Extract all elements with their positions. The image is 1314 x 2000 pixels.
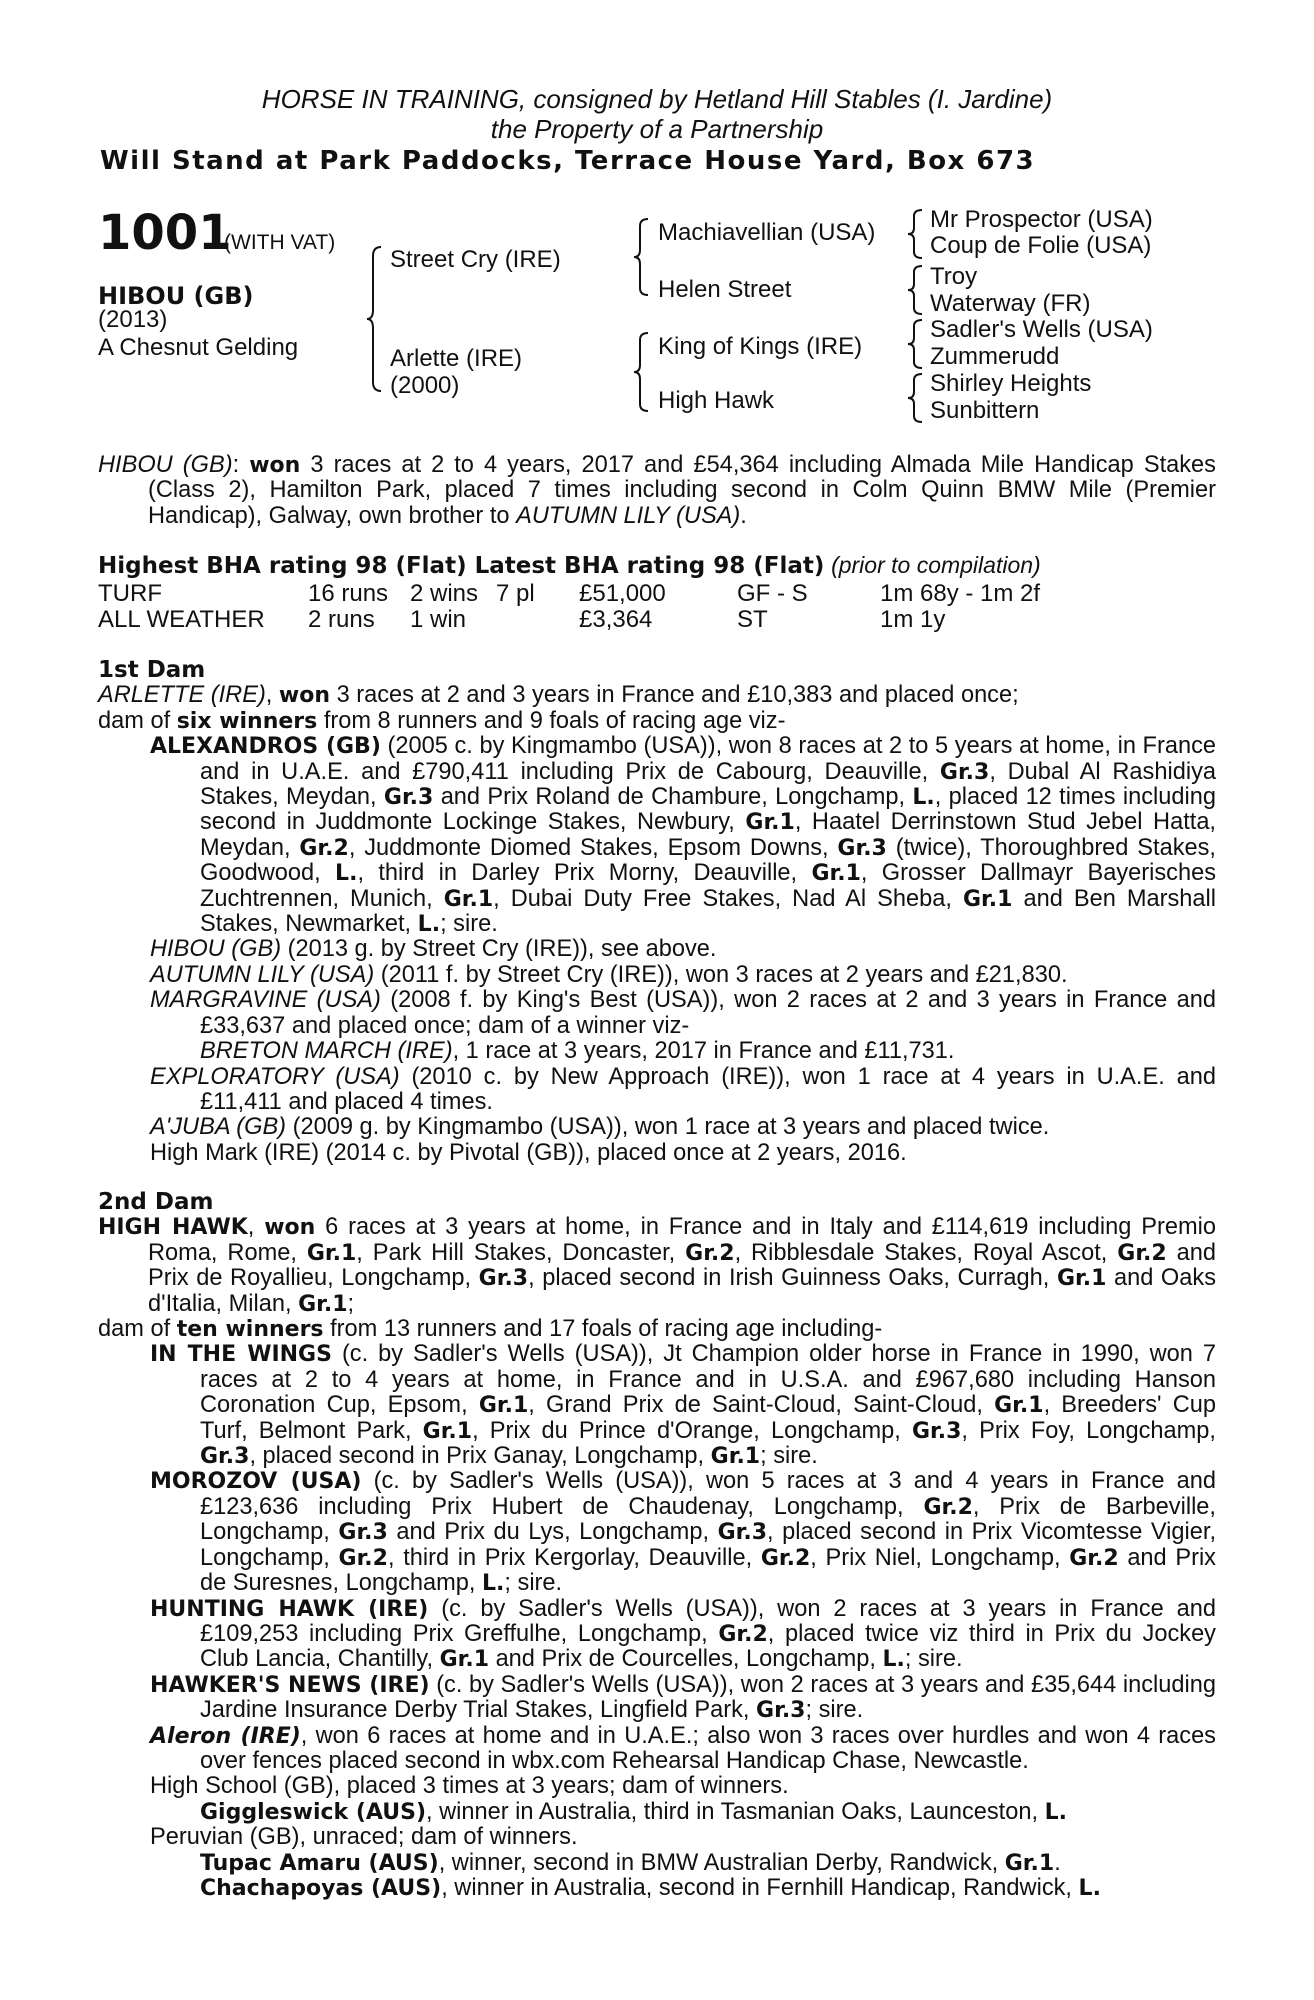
- horse-description: A Chesnut Gelding: [98, 334, 299, 361]
- summary-won: won: [249, 453, 301, 478]
- first-dam-winners: six winners: [176, 708, 318, 734]
- lot-number: 1001: [98, 205, 232, 261]
- consignor-line: HORSE IN TRAINING, consigned by Hetland Hill Stables (I. Jardine): [261, 84, 1053, 114]
- record-surface: TURF: [98, 580, 162, 607]
- record-surface: ALL WEATHER: [98, 606, 265, 633]
- record-wins: 2 wins: [410, 580, 479, 607]
- grandsire-7: Shirley Heights: [930, 370, 1092, 397]
- sire-dam: Helen Street: [658, 276, 792, 303]
- offspring-high-school: High School (GB), placed 3 times at 3 years; dam of winners.: [150, 1773, 789, 1800]
- dam-bracket: [632, 330, 654, 414]
- offspring-high-mark: High Mark (IRE) (2014 c. by Pivotal (GB)), placed once at 2 years, 2016.: [150, 1139, 907, 1166]
- summary-end: .: [740, 502, 747, 529]
- first-dam-foals: from 8 runners and 9 foals of racing age viz-: [323, 707, 786, 734]
- foaling-year: (2013): [98, 306, 168, 333]
- second-dam-section: 2nd Dam HIGH HAWK, won 6 races at 3 years at home, in France and in Italy and £114,619 including Premio Roma, Rome, Gr.1, Park Hill Stakes, Doncaster, Gr.2, Ribblesdale Stakes, Royal Ascot, Gr.2 and Prix de Royallieu, Longchamp, Gr.3, placed second in Irish Guinness Oaks, Curragh, Gr.1 and Oaks d'Italia, Milan, Gr.1; dam of ten winners from 13 runners and 17 foals of racing age including- IN THE WINGS (c. by Sadler's Wells (USA)), Jt Champion older horse in France in 1990, won 7 races at 2 to 4 years at home, in France and in U.S.A. and £967,680 including Hanson Coronation Cup, Epsom, Gr.1, Grand Prix de Saint-Cloud, Saint-Cloud, Gr.1, Breeders' Cup Turf, Belmont Park, Gr.1, Prix du Prince d'Orange, Longchamp, Gr.3, Prix Foy, Longchamp, Gr.3, placed second in Prix Ganay, Longchamp, Gr.1; sire. MOROZOV (USA) (c. by Sadler's Wells (USA)), won 5 races at 3 and 4 years in France and £123,636 including Prix Hubert de Chaudenay, Longchamp, Gr.2, Prix de Barbeville, Longchamp, Gr.3 and Prix du Lys, Longchamp, Gr.3, placed second in Prix Vicomtesse Vigier, Longchamp, Gr.2, third in Prix Kergorlay, Deauville, Gr.2, Prix Niel, Longchamp, Gr.2 and Prix de Suresnes, Longchamp, L.; sire. HUNTING HAWK (IRE) (c. by Sadler's Wells (USA)), won 2 races at 3 years in France and £109,253 including Prix Greffulhe, Longchamp, Gr.2, placed twice viz third in Prix du Jockey Club Lancia, Chantilly, Gr.1 and Prix de Courcelles, Longchamp, L.; sire. HAWKER'S NEWS (IRE) (c. by Sadler's Wells (USA)), won 2 races at 3 years and £35,644 including Jardine Insurance Derby Trial Stakes, Lingfield Park, Gr.3; sire. Aleron (IRE), won 6 races at home and in U.A.E.; also won 3 races over hurdles and won 4 races over fences placed second in wbx.com Rehearsal Handicap Chase, Newcastle. High School (GB), placed 3 times at 3 years; dam of winners. Giggleswick (AUS), winner in Australia, third in Tasmanian Oaks, Launceston, L. Peruvian (GB), unraced; dam of winners. Tupac Amaru (AUS), winner, second in BMW Australian Derby, Randwick, Gr.1. Chachapoyas (AUS), winner in Australia, second in Fernhill Handicap, Randwick, L.: [98, 1189, 1217, 1901]
- first-dam-damof: dam of: [98, 707, 171, 734]
- record-distance: 1m 68y - 1m 2f: [880, 580, 1041, 607]
- bha-ratings: [98, 552, 1041, 580]
- sire-bracket: [632, 216, 654, 298]
- g-bracket-1: [906, 208, 928, 260]
- summary-horse-name: HIBOU (GB): [98, 452, 233, 478]
- rating-note: (prior to compilation): [831, 552, 1041, 578]
- second-dam-heading: 2nd Dam: [98, 1189, 214, 1215]
- record-distance: 1m 1y: [880, 606, 946, 633]
- dam-sire: King of Kings (IRE): [658, 333, 863, 360]
- offspring-in-the-wings: IN THE WINGS (c. by Sadler's Wells (USA)), Jt Champion older horse in France in 1990, won 7 races at 2 to 4 years at home, in France and in U.S.A. and £967,680 including Hanson Coronation Cup, Epsom, Gr.1, Grand Prix de Saint-Cloud, Saint-Cloud, Gr.1, Breeders' Cup Turf, Belmont Park, Gr.1, Prix du Prince d'Orange, Longchamp, Gr.3, Prix Foy, Longchamp, Gr.3, placed second in Prix Ganay, Longchamp, Gr.1; sire.: [150, 1341, 1217, 1470]
- offspring-hibou: HIBOU (GB) (2013 g. by Street Cry (IRE)), see above.: [150, 936, 717, 963]
- bha-rating-text: Highest BHA rating 98 (Flat) Latest BHA rating 98 (Flat): [98, 553, 825, 579]
- first-dam-name: ARLETTE (IRE): [98, 682, 266, 709]
- grandsire-1: Mr Prospector (USA): [930, 206, 1153, 233]
- offspring-hunting-hawk: HUNTING HAWK (IRE) (c. by Sadler's Wells (USA)), won 2 races at 3 years in France and £109,253 including Prix Greffulhe, Longchamp, Gr.2, placed twice viz third in Prix du Jockey Club Lancia, Chantilly, Gr.1 and Prix de Courcelles, Longchamp, L.; sire.: [150, 1595, 1216, 1673]
- offspring-giggleswick: Giggleswick (AUS), winner in Australia, third in Tasmanian Oaks, Launceston, L.: [200, 1798, 1067, 1825]
- grandsire-5: Sadler's Wells (USA): [930, 316, 1153, 343]
- offspring-tupac-amaru: Tupac Amaru (AUS), winner, second in BMW Australian Derby, Randwick, Gr.1.: [200, 1849, 1061, 1876]
- grandsire-6: Zummerudd: [930, 343, 1060, 370]
- horse-name: HIBOU (GB): [98, 282, 254, 310]
- first-dam-section: 1st Dam ARLETTE (IRE), won 3 races at 2 and 3 years in France and £10,383 and placed once; dam of six winners from 8 runners and 9 foals of racing age viz- ALEXANDROS (GB) (2005 c. by Kingmambo (USA)), won 8 races at 2 to 5 years at home, in France and in U.A.E. and £790,411 including Prix de Cabourg, Deauville, Gr.3, Dubal Al Rashidiya Stakes, Meydan, Gr.3 and Prix Roland de Chambure, Longchamp, L., placed 12 times including second in Juddmonte Lockinge Stakes, Newbury, Gr.1, Haatel Derrinstown Stud Jebel Hatta, Meydan, Gr.2, Juddmonte Diomed Stakes, Epsom Downs, Gr.3 (twice), Thoroughbred Stakes, Goodwood, L., third in Darley Prix Morny, Deauville, Gr.1, Grosser Dallmayr Bayerisches Zuchtrennen, Munich, Gr.1, Dubai Duty Free Stakes, Nad Al Sheba, Gr.1 and Ben Marshall Stakes, Newmarket, L.; sire. HIBOU (GB) (2013 g. by Street Cry (IRE)), see above. AUTUMN LILY (USA) (2011 f. by Street Cry (IRE)), won 3 races at 2 years and £21,830. MARGRAVINE (USA) (2008 f. by King's Best (USA)), won 2 races at 2 and 3 years in France and £33,637 and placed once; dam of a winner viz- BRETON MARCH (IRE), 1 race at 3 years, 2017 in France and £11,731. EXPLORATORY (USA) (2010 c. by New Approach (IRE)), won 1 race at 4 years in U.A.E. and £11,411 and placed 4 times. A'JUBA (GB) (2009 g. by Kingmambo (USA)), won 1 race at 3 years and placed twice. High Mark (IRE) (2014 c. by Pivotal (GB)), placed once at 2 years, 2016.: [98, 657, 1217, 1166]
- record-runs: 16 runs: [308, 580, 389, 607]
- offspring-peruvian: Peruvian (GB), unraced; dam of winners.: [150, 1824, 578, 1851]
- offspring-margravine: MARGRAVINE (USA) (2008 f. by King's Best (USA)), won 2 races at 2 and 3 years in France and £33,637 and placed once; dam of a winner viz-: [150, 987, 1216, 1039]
- first-dam-won: won: [278, 683, 331, 709]
- vat-note: (WITH VAT): [224, 231, 336, 254]
- sire-sire: Machiavellian (USA): [658, 219, 876, 246]
- first-dam-record: 3 races at 2 and 3 years in France and £10,383 and placed once;: [336, 682, 1019, 709]
- sire: Street Cry (IRE): [390, 246, 561, 273]
- offspring-name: ALEXANDROS (GB): [150, 734, 381, 760]
- g-bracket-2: [906, 264, 928, 316]
- record-runs: 2 runs: [308, 606, 375, 633]
- second-dam-name: HIGH HAWK: [98, 1215, 248, 1241]
- offspring-morozov: MOROZOV (USA) (c. by Sadler's Wells (USA)), won 5 races at 3 and 4 years in France and £123,636 including Prix Hubert de Chaudenay, Longchamp, Gr.2, Prix de Barbeville, Longchamp, Gr.3 and Prix du Lys, Longchamp, Gr.3, placed second in Prix Vicomtesse Vigier, Longchamp, Gr.2, third in Prix Kergorlay, Deauville, Gr.2, Prix Niel, Longchamp, Gr.2 and Prix de Suresnes, Longchamp, L.; sire.: [150, 1468, 1217, 1597]
- offspring-autumn-lily: AUTUMN LILY (USA) (2011 f. by Street Cry (IRE)), won 3 races at 2 years and £21,830.: [150, 961, 1068, 988]
- race-summary: HIBOU (GB): won 3 races at 2 to 4 years, 2017 and £54,364 including Almada Mile Handicap Stakes (Class 2), Hamilton Park, placed 7 times including second in Colm Quinn BMW Mile (Premier Handicap), Galway, own brother to AUTUMN LILY (USA).: [98, 452, 1216, 529]
- g-bracket-3: [906, 318, 928, 370]
- sire-dam-bracket: [365, 244, 387, 394]
- record-placed: 7 pl: [496, 580, 535, 607]
- record-prize: £3,364: [579, 606, 653, 633]
- dam-dam: High Hawk: [658, 387, 775, 414]
- property-line: the Property of a Partnership: [490, 114, 824, 144]
- second-dam-winners: ten winners: [176, 1317, 324, 1343]
- summary-sibling: AUTUMN LILY (USA): [516, 502, 741, 529]
- grandsire-4: Waterway (FR): [930, 290, 1091, 317]
- offspring-ajuba: A'JUBA (GB) (2009 g. by Kingmambo (USA)), won 1 race at 3 years and placed twice.: [150, 1114, 1050, 1141]
- offspring-alexandros: ALEXANDROS (GB) (2005 c. by Kingmambo (USA)), won 8 races at 2 to 5 years at home, in France and in U.A.E. and £790,411 including Prix de Cabourg, Deauville, Gr.3, Dubal Al Rashidiya Stakes, Meydan, Gr.3 and Prix Roland de Chambure, Longchamp, L., placed 12 times including second in Juddmonte Lockinge Stakes, Newbury, Gr.1, Haatel Derrinstown Stud Jebel Hatta, Meydan, Gr.2, Juddmonte Diomed Stakes, Epsom Downs, Gr.3 (twice), Thoroughbred Stakes, Goodwood, L., third in Darley Prix Morny, Deauville, Gr.1, Grosser Dallmayr Bayerisches Zuchtrennen, Munich, Gr.1, Dubai Duty Free Stakes, Nad Al Sheba, Gr.1 and Ben Marshall Stakes, Newmarket, L.; sire.: [150, 733, 1217, 938]
- offspring-aleron: Aleron (IRE), won 6 races at home and in U.A.E.; also won 3 races over hurdles and won 4 races over fences placed second in wbx.com Rehearsal Handicap Chase, Newcastle.: [150, 1722, 1216, 1774]
- grandsire-2: Coup de Folie (USA): [930, 232, 1152, 259]
- record-wins: 1 win: [410, 606, 467, 633]
- record-going: GF - S: [737, 580, 808, 607]
- dam: Arlette (IRE): [390, 345, 523, 372]
- record-prize: £51,000: [579, 580, 666, 607]
- summary-text: 3 races at 2 to 4 years, 2017 and £54,364 including Almada Mile Handicap Stakes (Class 2), Hamilton Park, placed 7 times including second in Colm Quinn BMW Mile (Premier Handicap), Galway, own brother to: [148, 452, 1216, 529]
- grandsire-8: Sunbittern: [930, 397, 1040, 424]
- stabling-line: Will Stand at Park Paddocks, Terrace House Yard, Box 673: [100, 146, 1036, 176]
- first-dam-heading: 1st Dam: [98, 657, 206, 683]
- offspring-exploratory: EXPLORATORY (USA) (2010 c. by New Approach (IRE)), won 1 race at 4 years in U.A.E. and £11,411 and placed 4 times.: [150, 1063, 1216, 1115]
- g-bracket-4: [906, 372, 928, 424]
- offspring-hawkers-news: HAWKER'S NEWS (IRE) (c. by Sadler's Wells (USA)), won 2 races at 3 years and £35,644 including Jardine Insurance Derby Trial Stakes, Lingfield Park, Gr.3; sire.: [150, 1671, 1216, 1724]
- offspring-breton-march: BRETON MARCH (IRE), 1 race at 3 years, 2017 in France and £11,731.: [200, 1038, 955, 1065]
- record-going: ST: [737, 606, 768, 633]
- dam-year: (2000): [390, 372, 460, 399]
- grandsire-3: Troy: [930, 263, 978, 290]
- offspring-chachapoyas: Chachapoyas (AUS), winner in Australia, second in Fernhill Handicap, Randwick, L.: [200, 1874, 1101, 1901]
